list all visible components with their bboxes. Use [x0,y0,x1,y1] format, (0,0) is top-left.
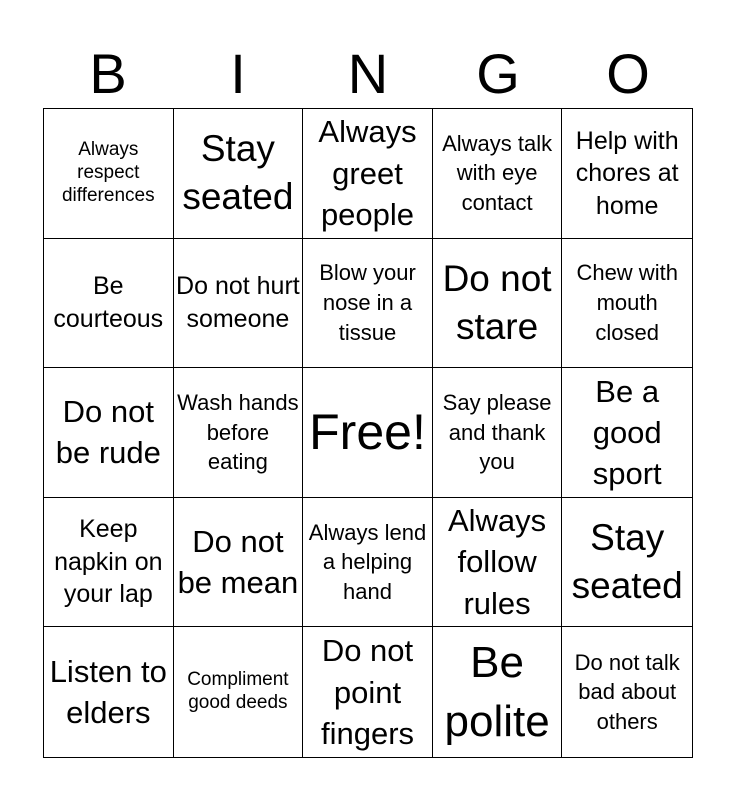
bingo-cell[interactable] [303,239,433,369]
cell-text: Always lend a helping hand [308,519,427,604]
cell-text: Compliment good deeds [187,669,289,714]
cell-text: Always talk with eye contact [442,130,553,216]
header-letter-o: O [606,42,650,105]
cell-text: Keep napkin on your lap [54,515,163,609]
cell-text: Blow your nose in a tissue [319,260,416,345]
header-letter-g: G [476,42,520,105]
header-letter-i: I [230,42,246,105]
cell-text: Stay seated [182,128,294,218]
bingo-cell[interactable] [303,109,433,239]
cell-text: Help with chores at home [575,126,679,220]
cell-text: Be courteous [53,272,164,333]
free-space[interactable] [303,368,433,498]
header-letter-n: N [347,42,389,105]
bingo-cell[interactable] [562,239,692,369]
bingo-cell[interactable] [303,627,433,757]
bingo-board [43,108,693,758]
cell-text: Always greet people [318,114,417,232]
cell-text: Do not be rude [55,394,161,471]
cell-text: Say please and thank you [442,389,552,475]
bingo-cell[interactable] [303,498,433,628]
cell-text: Do not point fingers [320,633,415,751]
bingo-header [43,40,693,108]
bingo-cell[interactable] [433,109,563,239]
cell-text: Do not stare [442,257,552,347]
bingo-cell[interactable] [433,498,563,628]
bingo-cell[interactable] [562,368,692,498]
bingo-cell[interactable] [174,498,304,628]
cell-text: Do not hurt someone [176,272,300,333]
cell-text: Always follow rules [447,503,547,621]
cell-text: Stay seated [571,517,683,607]
bingo-cell[interactable] [433,627,563,757]
bingo-cell[interactable] [174,368,304,498]
cell-text: Listen to elders [49,653,167,731]
cell-text: Be polite [444,637,550,747]
bingo-cell[interactable] [174,239,304,369]
bingo-cell[interactable] [562,498,692,628]
cell-text: Do not talk bad about others [574,649,680,735]
bingo-cell[interactable] [174,109,304,239]
cell-text: Wash hands before eating [177,389,299,475]
cell-text: Be a good sport [592,373,662,492]
bingo-cell[interactable] [562,109,692,239]
bingo-cell[interactable] [44,239,174,369]
header-letter-b: B [89,42,127,105]
bingo-cell[interactable] [44,498,174,628]
cell-text: Always respect differences [61,139,155,206]
bingo-cell[interactable] [433,368,563,498]
bingo-cell[interactable] [44,109,174,239]
bingo-cell[interactable] [562,627,692,757]
bingo-cell[interactable] [44,627,174,757]
bingo-cell[interactable] [174,627,304,757]
cell-text: Chew with mouth closed [576,260,678,345]
free-space-text: Free! [309,404,426,461]
bingo-cell[interactable] [433,239,563,369]
bingo-cell[interactable] [44,368,174,498]
cell-text: Do not be mean [177,523,299,601]
